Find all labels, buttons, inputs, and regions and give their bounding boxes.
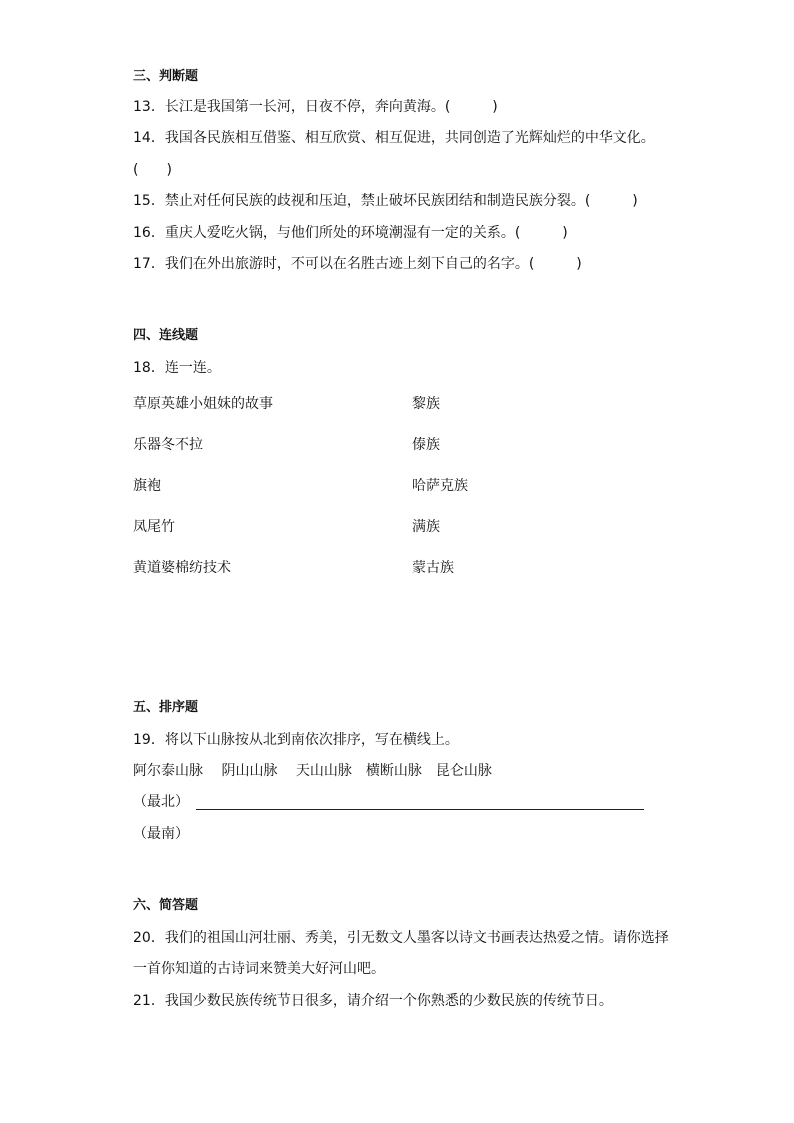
question-14: 14．我国各民族相互借鉴、相互欣赏、相互促进，共同创造了光辉灿烂的中华文化。: [133, 130, 655, 146]
match-right-item: 蒙古族: [412, 560, 454, 576]
section-heading-judgment: 三、判断题: [133, 69, 199, 84]
match-left-item: 凤尾竹: [133, 519, 175, 535]
question-17: 17．我们在外出旅游时，不可以在名胜古迹上刻下自己的名字。( ): [133, 256, 582, 272]
question-13: 13．长江是我国第一长河，日夜不停，奔向黄海。( ): [133, 99, 498, 115]
question-16: 16．重庆人爱吃火锅，与他们所处的环境潮湿有一定的关系。( ): [133, 225, 568, 241]
label-northernmost: （最北）: [133, 794, 189, 810]
match-right-item: 满族: [412, 519, 440, 535]
answer-line: [196, 809, 644, 810]
section-heading-ordering: 五、排序题: [133, 700, 199, 715]
match-left-item: 黄道婆棉纺技术: [133, 560, 231, 576]
question-18: 18．连一连。: [133, 360, 221, 376]
match-left-item: 旗袍: [133, 478, 161, 494]
question-15: 15．禁止对任何民族的歧视和压迫，禁止破坏民族团结和制造民族分裂。( ): [133, 193, 638, 209]
match-left-item: 乐器冬不拉: [133, 437, 203, 453]
mountain-list: 阿尔泰山脉 阴山山脉 天山山脉 横断山脉 昆仑山脉: [133, 763, 492, 779]
label-southernmost: （最南）: [133, 826, 189, 842]
question-14-answer-blank: ( ): [133, 162, 172, 178]
section-heading-matching: 四、连线题: [133, 328, 199, 343]
question-21: 21．我国少数民族传统节日很多，请介绍一个你熟悉的少数民族的传统节日。: [133, 993, 613, 1009]
match-right-item: 黎族: [412, 396, 440, 412]
question-20: 20．我们的祖国山河壮丽、秀美，引无数文人墨客以诗文书画表达热爱之情。请你选择: [133, 930, 669, 946]
match-right-item: 傣族: [412, 437, 440, 453]
question-19: 19．将以下山脉按从北到南依次排序，写在横线上。: [133, 732, 459, 748]
question-20-continued: 一首你知道的古诗词来赞美大好河山吧。: [133, 961, 385, 977]
match-right-item: 哈萨克族: [412, 478, 468, 494]
section-heading-short-answer: 六、简答题: [133, 898, 199, 913]
match-left-item: 草原英雄小姐妹的故事: [133, 396, 273, 412]
